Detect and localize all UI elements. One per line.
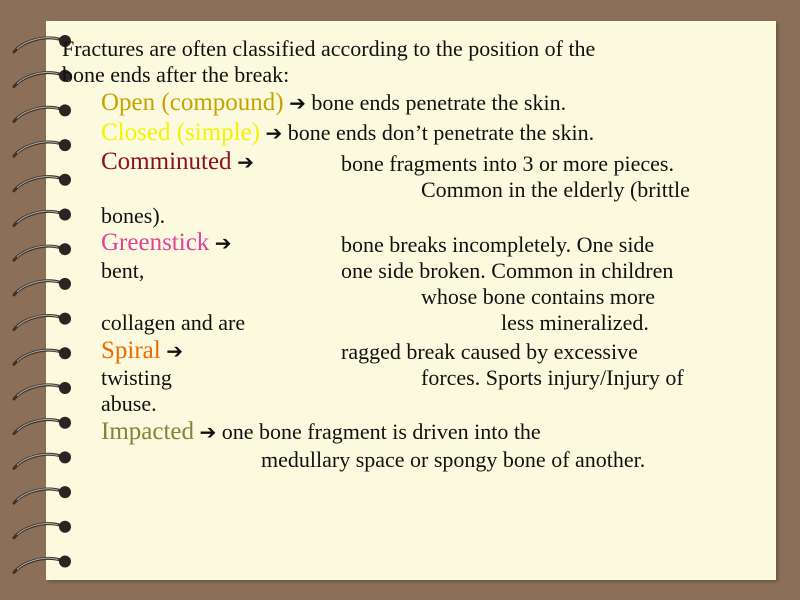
arrow-right-icon: ➔ xyxy=(265,121,283,145)
desc-spiral-3: abuse. xyxy=(101,391,157,416)
desc-spiral-2a: twisting xyxy=(101,365,172,390)
desc-spiral-2b: forces. Sports injury/Injury of xyxy=(421,365,684,390)
desc-open: bone ends penetrate the skin. xyxy=(311,90,567,115)
arrow-right-icon: ➔ xyxy=(289,91,306,115)
intro-line-2: bone ends after the break: xyxy=(62,62,290,87)
spiral-binding xyxy=(0,0,90,600)
desc-greenstick-3: whose bone contains more xyxy=(421,284,655,309)
desc-spiral-1: ragged break caused by excessive xyxy=(341,339,638,364)
binding-ring xyxy=(14,521,71,538)
binding-ring xyxy=(14,451,71,468)
desc-comminuted-3: bones). xyxy=(101,203,166,228)
binding-ring xyxy=(14,174,71,191)
arrow-right-icon: ➔ xyxy=(199,420,217,444)
arrow-right-icon: ➔ xyxy=(166,339,183,363)
row-closed xyxy=(101,120,594,146)
binding-ring xyxy=(14,209,71,226)
term-closed: Closed (simple) xyxy=(101,119,261,146)
desc-comminuted-1: bone fragments into 3 or more pieces. xyxy=(341,151,674,176)
binding-ring xyxy=(14,278,71,295)
row-spiral xyxy=(101,338,183,364)
desc-comminuted-2: Common in the elderly (brittle xyxy=(421,177,690,202)
binding-ring xyxy=(14,486,71,503)
arrow-right-icon: ➔ xyxy=(237,150,254,174)
arrow-right-icon: ➔ xyxy=(214,231,232,255)
desc-greenstick-2b: one side broken. Common in children xyxy=(341,258,674,283)
desc-greenstick-4b: less mineralized. xyxy=(501,310,649,335)
desc-greenstick-4a: collagen and are xyxy=(101,310,246,335)
binding-ring xyxy=(14,313,71,330)
term-comminuted: Comminuted xyxy=(101,148,232,175)
binding-ring xyxy=(14,417,71,434)
desc-impacted-1: one bone fragment is driven into the xyxy=(221,419,541,444)
binding-ring xyxy=(14,382,71,399)
desc-closed: bone ends don’t penetrate the skin. xyxy=(287,120,595,145)
desc-greenstick-1: bone breaks incompletely. One side xyxy=(341,232,655,257)
binding-ring xyxy=(14,347,71,364)
term-greenstick: Greenstick xyxy=(101,229,210,256)
term-spiral: Spiral xyxy=(101,337,161,364)
term-impacted: Impacted xyxy=(101,418,195,445)
desc-greenstick-2a: bent, xyxy=(101,258,145,283)
binding-ring xyxy=(14,139,71,156)
row-open xyxy=(101,90,566,116)
desc-impacted-2: medullary space or spongy bone of another. xyxy=(261,447,646,472)
row-greenstick xyxy=(101,230,232,256)
binding-ring xyxy=(14,556,71,573)
term-open: Open (compound) xyxy=(101,89,284,116)
binding-ring xyxy=(14,243,71,260)
intro-line-1: Fractures are often classified according to the position of the xyxy=(62,36,596,61)
row-impacted xyxy=(101,419,541,445)
row-comminuted xyxy=(101,149,254,175)
binding-ring xyxy=(14,104,71,121)
